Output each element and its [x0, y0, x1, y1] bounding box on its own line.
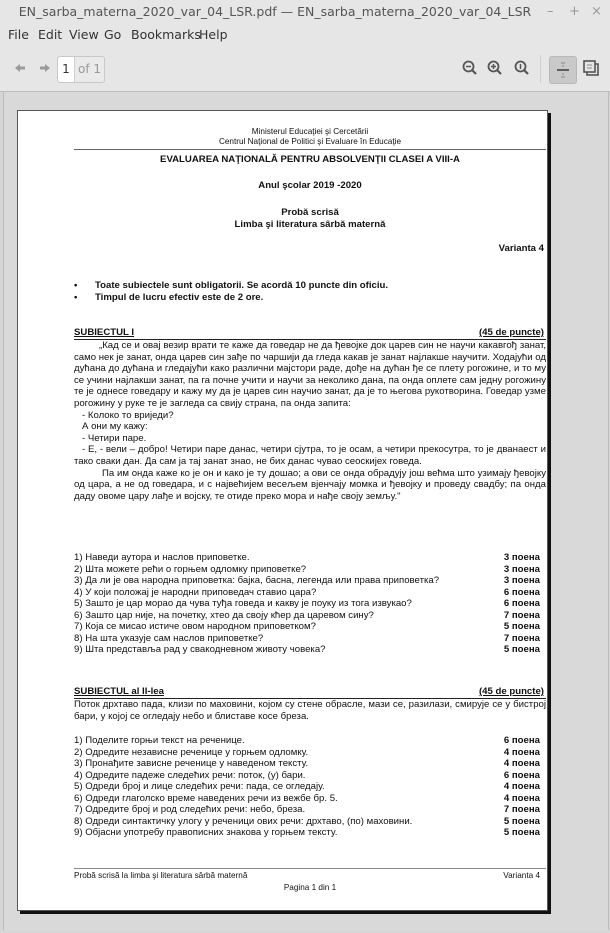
- question-row: 4) У који положај је народни приповедач ставио цара? 6 поена: [74, 586, 540, 598]
- document-viewer[interactable]: [3, 92, 609, 930]
- zoom-out-icon[interactable]: [461, 59, 479, 77]
- minimize-button[interactable]: –: [547, 4, 554, 19]
- exam-type: Probă scrisă: [281, 207, 339, 218]
- text-paragraph: - Е, - вели – добро! Четири паре данас, четири сјутра, то је осам, а четири прекосутра, то је дванаест и тако сваки дан. Да сам ја тај занат знао, не бих данас чувао сеоскијех говеда.: [74, 444, 546, 467]
- footer-rule: [74, 868, 546, 869]
- question-row: 3) Да ли је ова народна приповетка: бајка, басна, легенда или права приповетка? 3 поена: [74, 575, 540, 586]
- page-number: Pagina 1 din 1: [283, 883, 337, 892]
- back-arrow-icon[interactable]: [13, 61, 27, 75]
- section-2-text: Поток дрхтаво пада, клизи по маховини, којом су стене обрасле, мази се, разилази, смирује се у бистрој бари, у којој се огледају небо и блиставе косе бреза.: [74, 699, 546, 722]
- section-2-points: (45 de puncte): [478, 686, 544, 697]
- variant-label: Varianta 4: [498, 243, 544, 254]
- question-row: 2) Одредите независне реченице у горњем одломку. 4 поена: [74, 746, 540, 758]
- text-paragraph: А они му кажу:: [82, 421, 148, 433]
- text-paragraph: - Колоко то вриједи?: [82, 409, 174, 421]
- question-row: 7) Одредите број и род следећих речи: небо, бреза. 7 поена: [74, 804, 540, 815]
- ministry-line-2: Centrul Naţional de Politici şi Evaluare în Educaţie: [218, 137, 402, 146]
- toolbar: [0, 47, 610, 92]
- question-row: 6) Зашто цар није, на почетку, хтео да своју кћер да царевом сину? 7 поена: [74, 609, 540, 621]
- question-row: 1) Наведи аутора и наслов приповетке. 3 поена: [74, 552, 540, 563]
- section-2-questions: [74, 735, 540, 839]
- bullet: •: [74, 292, 78, 303]
- continuous-page-icon: [550, 57, 576, 83]
- question-row: 4) Одредите падеже следећих речи: поток, (у) бари. 6 поена: [74, 769, 540, 781]
- section-1-points: (45 de puncte): [478, 327, 544, 338]
- page-total-label: of 1: [78, 62, 102, 76]
- question-row: 5) Зашто је цар морао да чува туђа говеда и какву је поуку из тога извукао? 6 поена: [74, 598, 540, 609]
- question-row: 2) Шта можете рећи о горњем одломку приповетке? 3 поена: [74, 563, 540, 575]
- menu-bookmarks[interactable]: Bookmarks: [131, 27, 201, 42]
- section-1-questions: [74, 552, 540, 656]
- toolbar-separator: [540, 55, 541, 83]
- menu-file[interactable]: File: [8, 27, 29, 42]
- ministry-line-1: Ministerul Educaţiei şi Cercetării: [251, 127, 369, 136]
- title-bar: [0, 0, 610, 25]
- forward-arrow-icon[interactable]: [38, 61, 52, 75]
- window-title: EN_sarba_materna_2020_var_04_LSR.pdf — EN_sarba_materna_2020_var_04_LSR: [18, 4, 532, 19]
- menu-bar: [0, 25, 610, 47]
- section-1-text: [74, 340, 546, 502]
- question-row: 6) Одреди глаголско време наведених речи из вежбе бр. 5. 4 поена: [74, 792, 540, 804]
- pdf-page: Ministerul Educaţiei şi Cercetării Centrul Naţional de Politici şi Evaluare în Educaţie EVALUAREA NAŢIONALĂ PENTRU ABSOLVENŢII CLASEI A VIII-A Anul şcolar 2019 -2020 Probă scrisă Limba şi literatura sârbă maternă Varianta 4 • Toate subiectele sunt obligatorii. Se acordă 10 puncte din oficiu. • Timpul de lucru efectiv este de 2 ore. SUBIECTUL I (45 de puncte) „Кад се и овај везир врати те каже да говедар не да ђевојке док царев син не научи какавгођ занат, само нек је занат, онда царев син зађе по чаршији да гледа какав је занат најлакше научити. Ходајући од дућана до дућана и гледајући како различни мајстори раде, дође на дућан ђе се плету рогожине, и то му се учини најлакши занат, па га почне учити и научи за неколико дана, па онда оплете сам једну рогожину те је однесе говедару и кажу му да је царев син научио занат, да је то његова рукотворина. Говедар узме рогожину у руке те је загледа са свију страна, па онда запита: - Колоко то вриједи? А они му кажу: - Четири паре. - Е, - вели – добро! Четири паре данас, четири сјутра, то је осам, а четири прекосутра, то је дванаест и тако сваки дан. Да сам ја тај занат знао, не бих данас чувао сеоскијех говеда. Па им онда каже ко је он и како је ту дошао; а ови се онда обрадују још већма што узимају ђевојку од цара, а не од говедара, и с највећијем весељем вјенчају момка и ђевојку и проведу свадбу; па онда даду овоме цару лађе и војску, те отиде преко мора и нађе своју земљу." 1) Наведи аутора и наслов приповетке. 3 поена 2) Шта можете рећи о горњем одломку приповетке? 3 поена 3) Да ли је ова народна приповетка: бајка, басна, легенда или права приповетка? 3 поена 4) У који положај је народни приповедач ставио цара? 6 поена 5) Зашто је цар морао да чува туђа говеда и какву је поуку из тога извукао? 6 поена 6) Зашто цар није, на почетку, хтео да своју кћер да царевом сину? 7 поена 7) Која се мисао истиче овом народном приповетком? 5 поена 8) На шта указује сам наслов приповетке? 7 поена 9) Шта представља рад у свакодневном животу човека? 5 поена SUBIECTUL al II-lea (45 de puncte) Поток дрхтаво пада, клизи по маховини, којом су стене обрасле, мази се, разилази, смирује се у бистрој бари, у којој се огледају небо и блиставе косе бреза. 1) Поделите горњи текст на реченице. 6 поена 2) Одредите независне реченице у горњем одломку. 4 поена 3) Пронађите зависне реченице у наведеном тексту. 4 поена 4) Одредите падеже следећих речи: поток, (у) бари. 6 поена 5) Одреди број и лице следећих речи: пада, се огледају. 4 поена 6) Одреди глаголско време наведених речи из вежбе бр. 5. 4 поена 7) Одредите број и род следећих речи: небо, бреза. 7 поена 8) Одреди синтактичку улогу у реченици ових речи: дрхтаво, (по) маховини. 5 поена 9) Објасни употребу правописних знакова у горњем тексту. 5 поена Probă scrisă la limba şi literatura sârbă maternă Varianta 4 Pagina 1 din 1: [17, 110, 548, 911]
- bullet: •: [74, 280, 78, 291]
- footer-variant: Varianta 4: [503, 871, 540, 880]
- close-button[interactable]: ×: [591, 4, 602, 19]
- menu-help[interactable]: Help: [199, 27, 228, 42]
- section-1-heading: SUBIECTUL I: [74, 327, 135, 338]
- footer-left: Probă scrisă la limba şi literatura sârbă maternă: [74, 871, 248, 880]
- question-row: 7) Која се мисао истиче овом народном приповетком? 5 поена: [74, 621, 540, 632]
- question-row: 9) Објасни употребу правописних знакова у горњем тексту. 5 поена: [74, 827, 540, 838]
- question-row: 8) Одреди синтактичку улогу у реченици ових речи: дрхтаво, (по) маховини. 5 поена: [74, 815, 540, 827]
- page-number-field[interactable]: [57, 56, 105, 83]
- question-row: 3) Пронађите зависне реченице у наведеном тексту. 4 поена: [74, 758, 540, 769]
- text-paragraph: - Четири паре.: [82, 432, 147, 444]
- header-rule: [74, 149, 546, 150]
- continuous-view-button[interactable]: [549, 56, 577, 84]
- exam-title: EVALUAREA NAŢIONALĂ PENTRU ABSOLVENŢII CLASEI A VIII-A: [160, 154, 460, 165]
- text-paragraph: Па им онда каже ко је он и како је ту дошао; а ови се онда обрадују још већма што узимају ђевојку од цара, а не од говедара, и с највећијем весељем вјенчају момка и ђевојку и проведу свадбу; па онда даду овоме цару лађе и војску, те отиде преко мора и нађе своју земљу.": [74, 467, 546, 502]
- menu-edit[interactable]: Edit: [38, 27, 63, 42]
- question-row: 1) Поделите горњи текст на реченице. 6 поена: [74, 735, 540, 746]
- section-2-heading: SUBIECTUL al II-lea: [74, 686, 164, 697]
- menu-go[interactable]: Go: [104, 27, 122, 42]
- text-paragraph: „Кад се и овај везир врати те каже да говедар не да ђевојке док царев син не научи какавгођ занат, само нек је занат, онда царев син зађе по чаршији да гледа какав је занат најлакше научити. Ходајући од дућана до дућана и гледајући како различни мајстори раде, дође на дућан ђе се плету рогожине, и то му се учини најлакши занат, па га почне учити и научи за неколико дана, па онда оплете сам једну рогожину те је однесе говедару и кажу му да је царев син научио занат, да је то његова рукотворина. Говедар узме рогожину у руке те је загледа са свију страна, па онда запита:: [74, 340, 546, 409]
- section-2-header: [74, 686, 546, 699]
- menu-view[interactable]: View: [69, 27, 99, 42]
- dual-page-icon[interactable]: [582, 59, 600, 77]
- zoom-in-icon[interactable]: [486, 59, 504, 77]
- question-row: 5) Одреди број и лице следећих речи: пада, се огледају. 4 поена: [74, 781, 540, 792]
- maximize-button[interactable]: +: [569, 4, 580, 19]
- current-page-input[interactable]: 1: [58, 57, 75, 82]
- question-row: 8) На шта указује сам наслов приповетке? 7 поена: [74, 632, 540, 644]
- exam-subject: Limba şi literatura sârbă maternă: [234, 219, 386, 230]
- question-row: 9) Шта представља рад у свакодневном животу човека? 5 поена: [74, 644, 540, 655]
- section-1-header: [74, 327, 546, 340]
- zoom-fit-icon[interactable]: [513, 59, 531, 77]
- school-year: Anul şcolar 2019 -2020: [258, 180, 362, 191]
